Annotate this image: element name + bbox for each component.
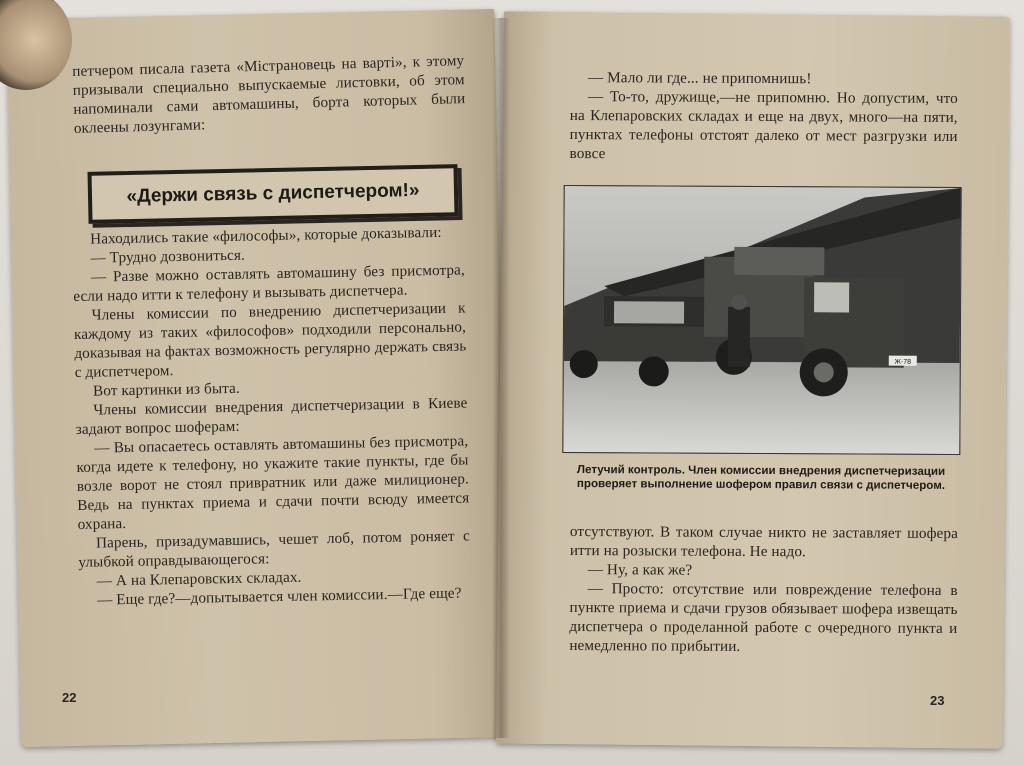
paragraph: — То-то, дружище,—не припомню. Но допустим, что на Клепаровских складах и еще на двух, много—на пяти, пунктах телефоны отстоят далеко от мест разгрузки или вовсе — [569, 88, 958, 163]
photo-caption: Летучий контроль. Член комиссии внедрения диспетчеризации проверяет выполнение шофером правил связи с диспетчером. — [576, 463, 946, 492]
left-text-bottom — [72, 222, 471, 609]
paragraph: — Ну, а как же? — [587, 561, 693, 579]
paragraph: Находились такие «философы», которые доказывали: — [90, 223, 442, 248]
paragraph: — А на Клепаровских складах. — [96, 568, 302, 590]
paragraph: петчером писала газета «Містрановець на варті», к этому призывали специально выпускаемые листовки, об этом напоминали сами автомашины, борта которых были оклеены лозунгами: — [72, 52, 466, 137]
book-gutter — [492, 18, 510, 738]
paragraph: — Просто: отсутствие или повреждение телефона в пункте приема и сдачи грузов обязывает шофера извещать диспетчера о проделанной работе с очередного пункта и немедленно по прибытии. — [569, 580, 958, 655]
paragraph: — Вы опасаетесь оставлять автомашины без присмотра, когда идете к телефону, но укажите такие пункты, где бы возле ворот не стоял привратник или даже милиционер. Ведь на пунктах приема и сдачи почти всюду имеется охрана. — [76, 432, 470, 533]
paragraph: Вот картинки из быта. — [92, 379, 240, 400]
page-number-right: 23 — [930, 693, 945, 708]
paragraph: отсутствуют. В таком случае никто не заставляет шофера итти на розыски телефона. Не надо. — [569, 523, 958, 561]
paragraph: — Трудно дозвониться. — [90, 246, 246, 267]
license-plate: Ж-78 — [894, 358, 912, 366]
slogan-banner — [87, 164, 458, 224]
paragraph: — Разве можно оставлять автомашину без присмотра, если надо итти к телефону и вызывать диспетчера. — [73, 261, 466, 305]
photo-trucks — [562, 185, 961, 455]
paragraph: — Еще где?—допытывается член комиссии.—Где еще? — [96, 584, 462, 609]
page-number-left: 22 — [62, 690, 77, 705]
paragraph: — Мало ли где... не припомнишь! — [587, 69, 812, 88]
left-text-top — [72, 51, 466, 138]
photo-illustration — [563, 186, 960, 454]
right-text-bottom — [569, 522, 958, 657]
paragraph: Члены комиссии по внедрению диспетчеризации к каждому из таких «философов» подходили персонально, доказывая на фактах возможность регулярно держать связь с диспетчером. — [73, 299, 467, 381]
paragraph: Члены комиссии внедрения диспетчеризации в Киеве задают вопрос шоферам: — [75, 394, 468, 438]
right-text-top — [570, 68, 958, 165]
paragraph: Парень, призадумавшись, чешет лоб, потом роняет с улыбкой оправдывающегося: — [78, 527, 471, 571]
slogan-text: «Держи связь с диспетчером!» — [126, 179, 420, 208]
